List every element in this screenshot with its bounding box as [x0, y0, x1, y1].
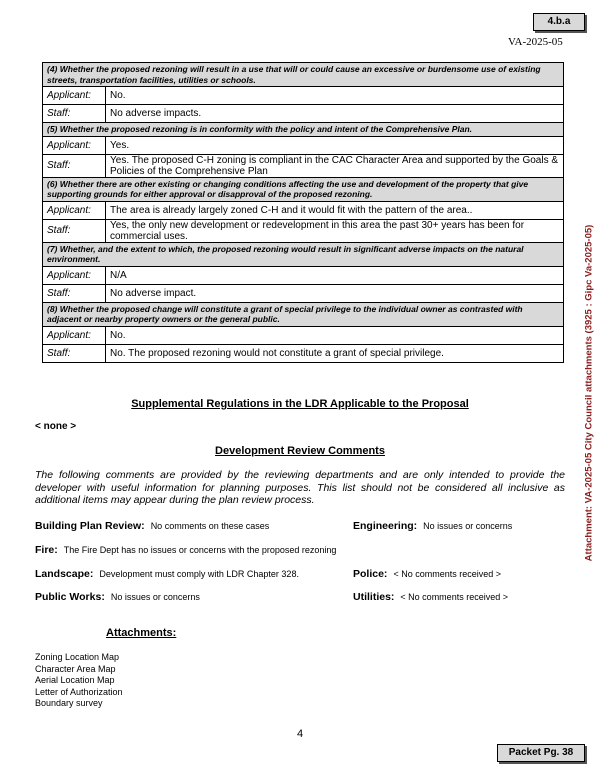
staff-label: Staff:	[43, 344, 106, 362]
staff-response: No. The proposed rezoning would not constitute a grant of special privilege.	[106, 344, 564, 362]
applicant-label: Applicant:	[43, 87, 106, 105]
police-value: < No comments received >	[393, 569, 501, 579]
utilities-value: < No comments received >	[400, 592, 508, 602]
applicant-response: N/A	[106, 266, 564, 284]
criteria-question-row	[43, 302, 564, 326]
applicant-row	[43, 87, 564, 105]
utilities-comment	[353, 591, 508, 603]
review-intro: The following comments are provided by the reviewing departments and are only intended to provide the developer with useful information for planning purposes. This list should not be considered all inclusive as additional items may appear during the plan review process.	[35, 469, 565, 506]
staff-response: No adverse impact.	[106, 284, 564, 302]
landscape-label: Landscape:	[35, 568, 94, 580]
engineering-value: No issues or concerns	[423, 521, 513, 531]
staff-label: Staff:	[43, 105, 106, 123]
applicant-row	[43, 266, 564, 284]
staff-label: Staff:	[43, 284, 106, 302]
attachment-item: Aerial Location Map	[35, 675, 115, 685]
attachment-item: Character Area Map	[35, 663, 116, 674]
applicant-label: Applicant:	[43, 266, 106, 284]
criteria-table	[42, 62, 564, 363]
staff-row	[43, 219, 564, 242]
criteria-question: (4) Whether the proposed rezoning will result in a use that will or could cause an excessive or burdensome use of existing streets, transportation facilities, utilities or schools.	[43, 63, 564, 87]
applicant-response: No.	[106, 87, 564, 105]
criteria-question: (5) Whether the proposed rezoning is in conformity with the policy and intent of the Comprehensive Plan.	[43, 123, 564, 137]
criteria-question-row	[43, 63, 564, 87]
review-title: Development Review Comments	[215, 445, 385, 457]
supplemental-value: < none >	[35, 421, 77, 432]
packet-page-badge: Packet Pg. 38	[497, 744, 585, 762]
fire-comment	[35, 544, 336, 556]
applicant-response: The area is already largely zoned C-H and it would fit with the pattern of the area..	[106, 201, 564, 219]
landscape-comment	[35, 568, 299, 580]
applicant-response: No.	[106, 326, 564, 344]
applicant-label: Applicant:	[43, 136, 106, 154]
engineering-label: Engineering:	[353, 520, 418, 532]
case-number: VA-2025-05	[508, 36, 563, 48]
page-number: 4	[296, 728, 304, 740]
staff-response: No adverse impacts.	[106, 105, 564, 123]
staff-row	[43, 154, 564, 177]
police-label: Police:	[353, 568, 388, 580]
applicant-row	[43, 136, 564, 154]
publicworks-comment	[35, 591, 200, 603]
staff-row	[43, 105, 564, 123]
staff-label: Staff:	[43, 219, 106, 242]
fire-value: The Fire Dept has no issues or concerns with the proposed rezoning	[63, 545, 337, 555]
publicworks-label: Public Works:	[35, 591, 105, 603]
building-value: No comments on these cases	[150, 521, 270, 531]
building-label: Building Plan Review:	[35, 520, 145, 532]
fire-label: Fire:	[35, 544, 58, 556]
attachment-item: Boundary survey	[35, 698, 103, 708]
applicant-response: Yes.	[106, 136, 564, 154]
criteria-question: (8) Whether the proposed change will constitute a grant of special privilege to the individual owner as contrasted with adjacent or nearby property owners or the general public.	[43, 302, 564, 326]
supplemental-title: Supplemental Regulations in the LDR Applicable to the Proposal	[131, 398, 469, 410]
applicant-label: Applicant:	[43, 201, 106, 219]
staff-row	[43, 284, 564, 302]
applicant-label: Applicant:	[43, 326, 106, 344]
landscape-value: Development must comply with LDR Chapter 328.	[99, 569, 299, 579]
criteria-question: (6) Whether there are other existing or changing conditions affecting the use and development of the property that give supporting grounds for either approval or disapproval of the proposed rezoning.	[43, 177, 564, 201]
item-tag: 4.b.a	[533, 13, 585, 31]
building-comment	[35, 520, 269, 532]
staff-response: Yes, the only new development or redevelopment in this area the past 30+ years has been for commercial uses.	[106, 219, 564, 242]
attachments-title: Attachments:	[106, 627, 177, 639]
attachment-item: Zoning Location Map	[35, 652, 120, 662]
engineering-comment	[353, 520, 512, 532]
criteria-question-row	[43, 123, 564, 137]
applicant-row	[43, 201, 564, 219]
criteria-question-row	[43, 177, 564, 201]
staff-label: Staff:	[43, 154, 106, 177]
publicworks-value: No issues or concerns	[110, 592, 200, 602]
staff-row	[43, 344, 564, 362]
police-comment	[353, 568, 501, 580]
attachment-item: Letter of Authorization	[35, 686, 123, 697]
attachment-sidebar-text: Attachment: VA-2025-05 City Council attachments (3925 : Gipc Va-2025-05)	[583, 224, 595, 562]
staff-response: Yes. The proposed C-H zoning is compliant in the CAC Character Area and supported by the Goals & Policies of the Comprehensive Plan	[106, 154, 564, 177]
applicant-row	[43, 326, 564, 344]
criteria-question-row	[43, 242, 564, 266]
attachments-list	[35, 652, 123, 710]
utilities-label: Utilities:	[353, 591, 395, 603]
criteria-question: (7) Whether, and the extent to which, the proposed rezoning would result in significant adverse impacts on the natural environment.	[43, 242, 564, 266]
